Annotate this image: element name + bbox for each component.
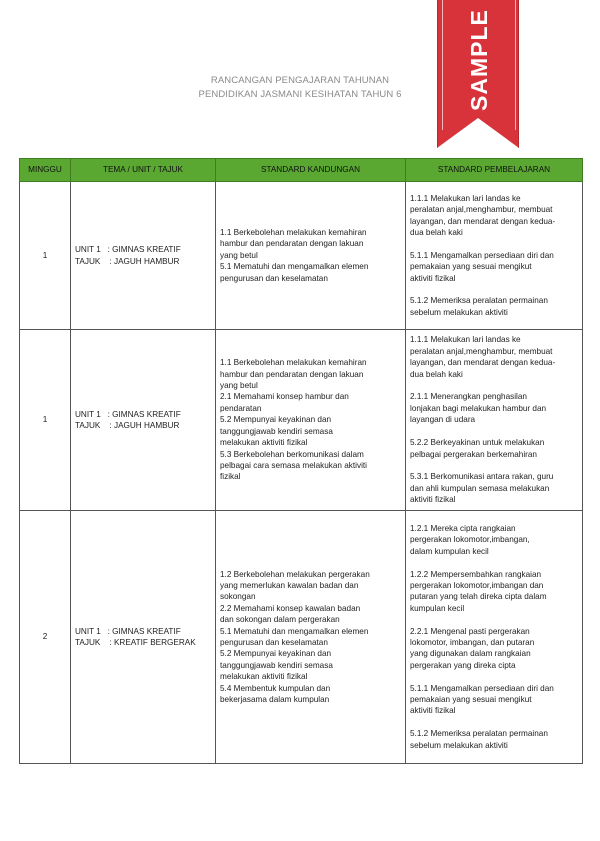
cell-pembelajaran-line: peralatan anjal,menghambur, membuat — [410, 205, 553, 215]
cell-pembelajaran-line: 5.3.1 Berkomunikasi antara rakan, guru — [410, 472, 554, 482]
cell-minggu: 1 — [20, 330, 71, 511]
cell-kandungan-line: melakukan aktiviti fizikal — [220, 438, 308, 448]
cell-kandungan-line: 1.1 Berkebolehan melakukan kemahiran — [220, 358, 367, 368]
cell-kandungan-line: hambur dan pendaratan dengan lakuan — [220, 239, 364, 249]
cell-pembelajaran-line: layangan, dan mendarat dengan kedua- — [410, 216, 556, 226]
cell-kandungan-line: 2.2 Memahami konsep kawalan badan — [220, 603, 361, 613]
cell-pembelajaran-line: pemakaian yang sesuai mengikut — [410, 695, 532, 705]
header-tema: TEMA / UNIT / TAJUK — [71, 159, 216, 182]
cell-kandungan-line: yang betul — [220, 250, 258, 260]
cell-pembelajaran-line: aktiviti fizikal — [410, 495, 456, 505]
header-minggu: MINGGU — [20, 159, 71, 182]
cell-pembelajaran — [406, 182, 583, 330]
cell-pembelajaran-line: sebelum melakukan aktiviti — [410, 307, 508, 317]
cell-pembelajaran-line: 5.1.2 Memeriksa peralatan permainan — [410, 296, 548, 306]
cell-kandungan-line: sokongan — [220, 592, 256, 602]
cell-kandungan — [216, 511, 406, 764]
cell-pembelajaran-line: layangan, dan mendarat dengan kedua- — [410, 358, 556, 368]
cell-pembelajaran-line: dan ahli kumpulan semasa melakukan — [410, 483, 550, 493]
cell-minggu: 2 — [20, 511, 71, 764]
cell-pembelajaran-line: 1.1.1 Melakukan lari landas ke — [410, 335, 521, 345]
cell-pembelajaran-line: yang digunakan dalam rangkaian — [410, 649, 531, 659]
cell-pembelajaran-line: 1.1.1 Melakukan lari landas ke — [410, 193, 521, 203]
cell-tema-line: TAJUK : JAGUH HAMBUR — [75, 256, 180, 266]
document-title-line1: RANCANGAN PENGAJARAN TAHUNAN — [210, 75, 390, 86]
cell-kandungan-line: 2.1 Memahami konsep hambur dan — [220, 392, 349, 402]
document-title-line2: PENDIDIKAN JASMANI KESIHATAN TAHUN 6 — [198, 89, 402, 100]
table-row — [20, 330, 583, 511]
cell-kandungan-line: 5.3 Berkebolehan berkomunikasi dalam — [220, 449, 364, 459]
cell-pembelajaran-line: dalam kumpulan kecil — [410, 546, 489, 556]
cell-kandungan-line: 5.1 Mematuhi dan mengamalkan elemen — [220, 626, 369, 636]
cell-pembelajaran — [406, 330, 583, 511]
cell-kandungan-line: 5.1 Mematuhi dan mengamalkan elemen — [220, 262, 369, 272]
cell-tema — [71, 330, 216, 511]
cell-pembelajaran-line: 2.2.1 Mengenal pasti pergerakan — [410, 626, 530, 636]
cell-pembelajaran-line: lokomotor, imbangan, dan putaran — [410, 638, 535, 647]
cell-pembelajaran-line: sebelum melakukan aktiviti — [410, 740, 508, 750]
cell-pembelajaran-line: peralatan anjal,menghambur, membuat — [410, 346, 553, 356]
cell-pembelajaran-line: pergerakan lokomotor,imbangan, — [410, 535, 530, 545]
cell-pembelajaran-line: aktiviti fizikal — [410, 273, 456, 283]
yearly-plan-table — [19, 158, 583, 764]
table-body — [20, 182, 583, 764]
cell-tema-line: UNIT 1 : GIMNAS KREATIF — [75, 245, 181, 255]
cell-kandungan-line: fizikal — [220, 472, 241, 482]
cell-tema — [71, 511, 216, 764]
cell-pembelajaran — [406, 511, 583, 764]
cell-tema-line: UNIT 1 : GIMNAS KREATIF — [75, 409, 181, 419]
cell-kandungan-line: pengurusan dan keselamatan — [220, 638, 328, 647]
header-pembelajaran: STANDARD PEMBELAJARAN — [406, 159, 583, 182]
cell-pembelajaran-line: putaran yang telah direka cipta dalam — [410, 592, 547, 602]
cell-kandungan-line: 1.1 Berkebolehan melakukan kemahiran — [220, 227, 367, 237]
cell-kandungan-line: hambur dan pendaratan dengan lakuan — [220, 369, 364, 379]
header-kandungan: STANDARD KANDUNGAN — [216, 159, 406, 182]
cell-kandungan-line: melakukan aktiviti fizikal — [220, 672, 308, 682]
cell-pembelajaran-line: 1.2.1 Mereka cipta rangkaian — [410, 523, 516, 533]
cell-pembelajaran-line: 5.1.1 Mengamalkan persediaan diri dan — [410, 683, 554, 693]
cell-kandungan-line: tanggungjawab kendiri semasa — [220, 660, 333, 670]
cell-tema-line: UNIT 1 : GIMNAS KREATIF — [75, 626, 181, 636]
cell-pembelajaran-line: layangan di udara — [410, 415, 476, 425]
cell-kandungan-line: dan sokongan dalam pergerakan — [220, 615, 340, 625]
cell-pembelajaran-line: pelbagai pergerakan berkemahiran — [410, 449, 537, 459]
cell-tema — [71, 182, 216, 330]
cell-kandungan — [216, 330, 406, 511]
cell-kandungan-line: pendaratan — [220, 403, 262, 413]
cell-kandungan-line: bekerjasama dalam kumpulan — [220, 695, 330, 705]
cell-kandungan-line: pengurusan dan keselamatan — [220, 273, 328, 283]
cell-tema-line: TAJUK : KREATIF BERGERAK — [75, 638, 196, 647]
cell-pembelajaran-line: 1.2.2 Mempersembahkan rangkaian — [410, 569, 542, 579]
cell-pembelajaran-line: 5.1.1 Mengamalkan persediaan diri dan — [410, 250, 554, 260]
cell-minggu: 1 — [20, 182, 71, 330]
cell-kandungan — [216, 182, 406, 330]
cell-kandungan-line: pelbagai cara semasa melakukan aktiviti — [220, 460, 367, 470]
cell-pembelajaran-line: aktiviti fizikal — [410, 706, 456, 716]
cell-kandungan-line: 5.4 Membentuk kumpulan dan — [220, 683, 331, 693]
cell-tema-line: TAJUK : JAGUH HAMBUR — [75, 421, 180, 430]
cell-kandungan-line: yang betul — [220, 381, 258, 391]
cell-pembelajaran-line: dua belah kaki — [410, 369, 463, 379]
cell-pembelajaran-line: 5.2.2 Berkeyakinan untuk melakukan — [410, 438, 545, 448]
cell-pembelajaran-line: pemakaian yang sesuai mengikut — [410, 262, 532, 272]
sample-watermark-text: SAMPLE — [466, 9, 492, 111]
cell-pembelajaran-line: 2.1.1 Menerangkan penghasilan — [410, 392, 527, 402]
cell-pembelajaran-line: 5.1.2 Memeriksa peralatan permainan — [410, 729, 548, 739]
cell-kandungan-line: 5.2 Mempunyai keyakinan dan — [220, 415, 332, 425]
cell-pembelajaran-line: pergerakan lokomotor,imbangan dan — [410, 580, 544, 590]
cell-kandungan-line: 1.2 Berkebolehan melakukan pergerakan — [220, 569, 370, 579]
cell-pembelajaran-line: dua belah kaki — [410, 228, 463, 237]
table-header-row — [20, 159, 583, 182]
table-row — [20, 182, 583, 330]
cell-kandungan-line: tanggungjawab kendiri semasa — [220, 426, 333, 436]
cell-pembelajaran-line: kumpulan kecil — [410, 603, 465, 613]
cell-pembelajaran-line: pergerakan yang direka cipta — [410, 660, 516, 670]
cell-pembelajaran-line: lonjakan bagi melakukan hambur dan — [410, 403, 547, 413]
cell-kandungan-line: 5.2 Mempunyai keyakinan dan — [220, 649, 332, 659]
table-row — [20, 511, 583, 764]
cell-kandungan-line: yang memerlukan kawalan badan dan — [220, 580, 359, 590]
